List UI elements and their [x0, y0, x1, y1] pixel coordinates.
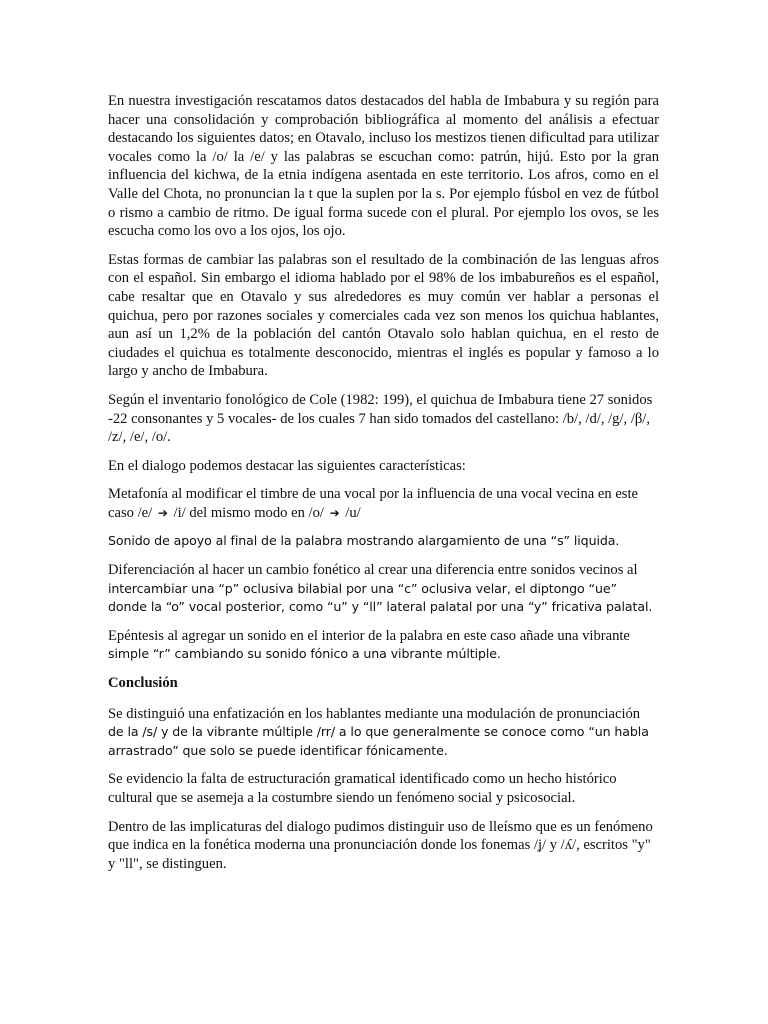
document-body	[108, 92, 659, 883]
metaphony-text-b: /i/ del mismo modo en /o/	[169, 504, 328, 521]
paragraph-epenthesis	[108, 627, 659, 664]
paragraph-metaphony	[108, 485, 659, 522]
metaphony-text-c: /u/	[341, 504, 361, 521]
emphasis-text-b: de la /s/ y de la vibrante múltiple /rr/ a lo que generalmente se conoce como “un habla arrastrado” que solo se puede identificar fónicamente.	[108, 724, 649, 758]
paragraph-phonological-inventory: Según el inventario fonológico de Cole (1982: 199), el quichua de Imbabura tiene 27 sonidos -22 consonantes y 5 vocales- de los cuales 7 han sido tomados del castellano: /b/, /d/, /g/, /β/, /z/, /e/, /o/.	[108, 391, 653, 446]
paragraph-investigation: En nuestra investigación rescatamos datos destacados del habla de Imbabura y su región para hacer una consolidación y comprobación bibliográfica al momento del análisis a efectuar destacando los siguientes datos; en Otavalo, incluso los mestizos tienen dificultad para utilizar vocales como la /o/ la /e/ y las palabras se escuchan como: patrún, hijú. Esto por la gran influencia del kichwa, de la etnia indígena asentada en este territorio. Los afros, como en el Valle del Chota, no pronuncian la t que la suplen por la s. Por ejemplo fúsbol en vez de fútbol o rismo a cambio de ritmo. De igual forma sucede con el plural. Por ejemplo los ovos, se les escucha como los ovo a los ojos, los ojo.	[108, 93, 659, 240]
paragraph-emphasis	[108, 705, 659, 761]
differentiation-text-b: intercambiar una “p” oclusiva bilabial por una “c” oclusiva velar, el diptongo “ue” donde la “o” vocal posterior, como “u” y “ll” lateral palatal por una “y” fricativa palatal.	[108, 580, 653, 615]
metaphony-text-a: Metafonía al modificar el timbre de una vocal por la influencia de una vocal vecina en este caso /e/	[108, 486, 639, 521]
arrow-right-icon: ➔	[329, 505, 340, 520]
epenthesis-text-b: simple “r” cambiando su sonido fónico a una vibrante múltiple.	[108, 646, 501, 662]
conclusion-heading: Conclusión	[108, 675, 178, 692]
arrow-right-icon: ➔	[157, 505, 168, 520]
differentiation-text-a: Diferenciación al hacer un cambio fonético al crear una diferencia entre sonidos vecinos al	[108, 562, 638, 579]
epenthesis-text-a: Epéntesis al agregar un sonido en el interior de la palabra en este caso añade una vibrante	[108, 627, 630, 644]
emphasis-text-a: Se distinguió una enfatización en los hablantes mediante una modulación de pronunciación	[108, 705, 641, 722]
paragraph-lleismo: Dentro de las implicaturas del dialogo pudimos distinguir uso de lleísmo que es un fenómeno que indica en la fonética moderna una pronunciación donde los fonemas /ʝ/ y /ʎ/, escritos "y" y "ll", se distinguen.	[108, 818, 653, 872]
paragraph-grammar: Se evidencio la falta de estructuración gramatical identificado como un hecho histórico cultural que se asemeja a la costumbre siendo un fenómeno social y psicosocial.	[108, 771, 617, 806]
paragraph-dialogue-features: En el dialogo podemos destacar las siguientes características:	[108, 457, 466, 474]
paragraph-differentiation	[108, 561, 659, 617]
paragraph-language-combination: Estas formas de cambiar las palabras son el resultado de la combinación de las lenguas afros con el español. Sin embargo el idioma hablado por el 98% de los imbabureños es el español, cabe resaltar que en Otavalo y sus alrededores es muy común ver hablar a personas el quichua, pero por razones sociales y comerciales cada vez son menos los quichua hablantes, aun así un 1,2% de la población del cantón Otavalo solo hablan quichua, en el resto de ciudades el quichua es totalmente desconocido, mientras el inglés es popular y famoso a lo largo y ancho de Imbabura.	[108, 251, 659, 380]
paragraph-support-sound: Sonido de apoyo al final de la palabra mostrando alargamiento de una “s” liquida.	[108, 533, 620, 549]
